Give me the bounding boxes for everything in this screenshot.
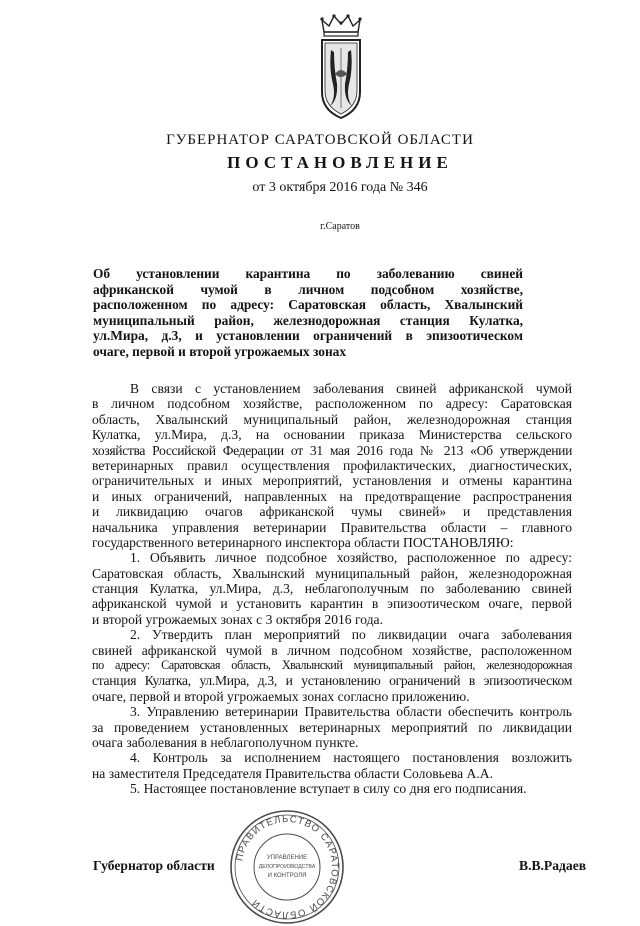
saratov-coat-of-arms-icon [318,14,364,122]
document-type: ПОСТАНОВЛЕНИЕ [227,153,453,172]
body-line: Саратовская область, Хвалынский муниципальный район, железнодорожная [92,565,572,581]
body-line: начальника управления ветеринарии Правительства области – главного [92,519,572,535]
signature-position: Губернатор области [93,858,215,873]
body-line: станция Кулатка, ул.Мира, д.3, неблагополучным по заболеванию свиней [92,581,572,597]
body-line: в личном подсобном хозяйстве, расположенном по адресу: Саратовская [92,396,572,412]
body-line: и второй угрожаемых зонах с 3 октября 2016 года. [92,611,383,627]
document-date-number: от 3 октября 2016 года № 346 [252,180,428,195]
title-line: муниципальный район, железнодорожная станция Кулатка, [93,312,523,328]
body-line: 5. Настоящее постановление вступает в силу со дня его подписания. [130,781,527,797]
body-line: на заместителя Председателя Правительства области Соловьева А.А. [92,765,493,781]
body-line: хозяйства Российской Федерации от 31 мая 2016 года № 213 «Об утверждении [92,442,572,458]
body-line: по адресу: Саратовская область, Хвалынский муниципальный район, железнодорожная [92,658,572,673]
body-line: и иных ограничений, направленных на предотвращение распространения [92,488,572,504]
body-line: очага заболевания в неблагополучном пункте. [92,734,359,750]
body-line: ветеринарных правил осуществления профилактических, диагностических, [92,457,572,473]
body-line: Кулатка, ул.Мира, д.3, на основании приказа Министерства сельского [92,427,572,443]
body-line: 1. Объявить личное подсобное хозяйство, расположенное по адресу: [130,550,572,566]
body-line: 2. Утвердить план мероприятий по ликвидации очага заболевания [130,627,572,643]
body-line: станция Кулатка, ул.Мира, д.3, и установлению ограничений в эпизоотическом [92,673,572,689]
title-line: расположенном по адресу: Саратовская область, Хвалынский [93,297,523,312]
body-line: 3. Управлению ветеринарии Правительства области обеспечить контроль [130,704,572,720]
issuer-title: ГУБЕРНАТОР САРАТОВСКОЙ ОБЛАСТИ [166,132,474,148]
body-line: область, Хвалынский муниципальный район, железнодорожная станция [92,411,572,427]
title-line: ул.Мира, д.3, и установлении ограничений в эпизоотическом [93,328,523,343]
title-line: африканской чумой в личном подсобном хозяйстве, [93,281,523,297]
seal-center-line: И КОНТРОЛЯ [267,873,307,879]
body-line: В связи с установлением заболевания свиней африканской чумой [130,381,572,396]
body-line: государственного ветеринарного инспектора области ПОСТАНОВЛЯЮ: [92,534,514,550]
body-line: африканской чумой и установить карантин в эпизоотическом очаге, первой [92,596,572,612]
seal-center-line: ДЕЛОПРОИЗВОДСТВА [258,864,316,870]
official-seal-stamp [228,808,346,926]
body-line: свиней африканской чумой в личном подсобном хозяйстве, расположенном [92,642,572,658]
body-line: ограничительных и иных мероприятий, установления и отмены карантина [92,473,572,489]
document-body [92,381,572,797]
document-city: г.Саратов [320,221,360,232]
title-line: очаге, первой и второй угрожаемых зонах [93,343,347,359]
seal-center-line: УПРАВЛЕНИЕ [266,855,308,861]
seal-ring-text: ПРАВИТЕЛЬСТВО САРАТОВСКОЙ ОБЛАСТИ [234,813,341,921]
body-line: за проведением установленных ветеринарных мероприятий по ликвидации [92,719,572,735]
title-line: Об установлении карантина по заболеванию свиней [93,266,523,281]
body-line: 4. Контроль за исполнением настоящего постановления возложить [130,750,572,766]
signature-name: В.В.Радаев [519,858,587,873]
body-line: очаге, первой и второй угрожаемых зонах согласно приложению. [92,688,470,704]
body-line: и ликвидацию очагов африканской чумы свиней» и представления [92,504,572,520]
document-title-block [93,266,523,359]
